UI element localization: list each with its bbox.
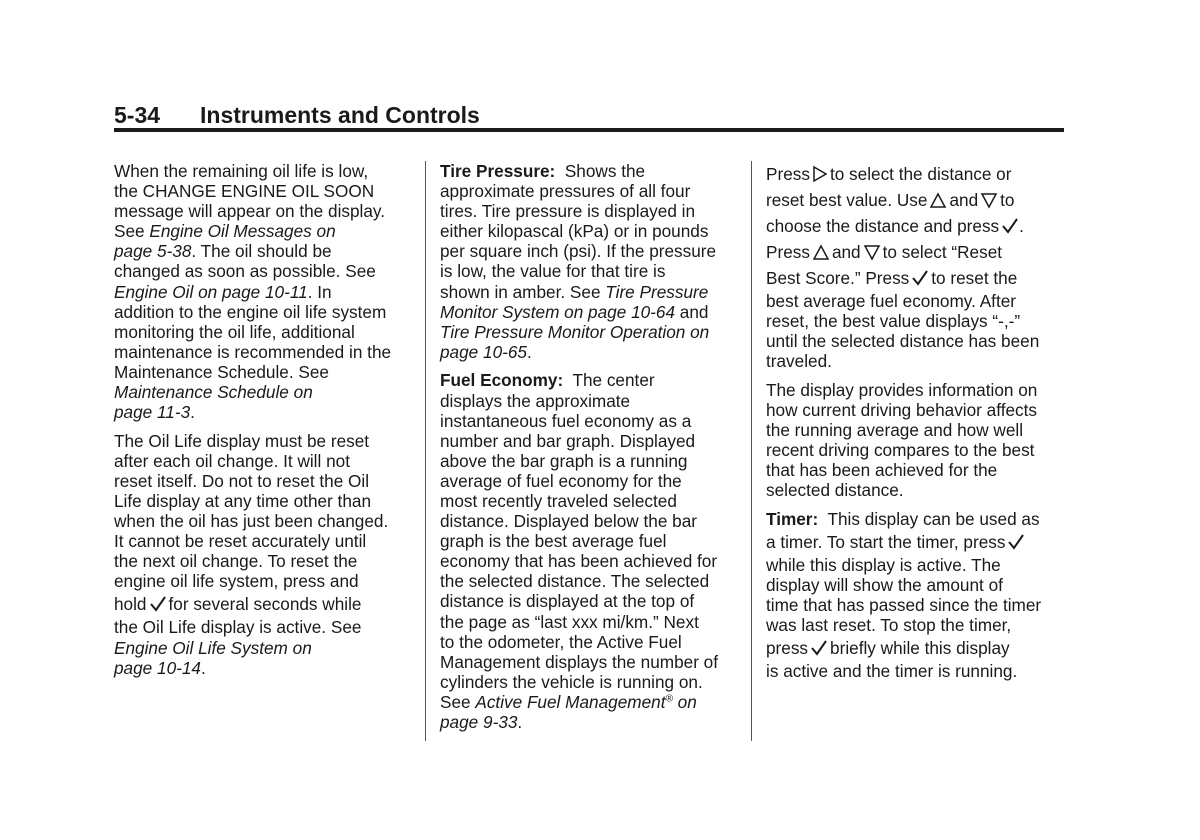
text-line <box>440 322 740 342</box>
text-line: engine oil life system, press and <box>114 571 359 592</box>
text-line: to the odometer, the Active Fuel <box>440 631 682 652</box>
text-line: monitoring the oil life, additional <box>114 321 355 342</box>
text-line: It cannot be reset accurately until <box>114 531 367 552</box>
down-triangle-icon <box>980 192 998 209</box>
text-line: while this display is active. The <box>766 555 1001 576</box>
text-line: page 9-33. <box>440 712 523 733</box>
page-number: 5-34 <box>114 102 161 128</box>
text-line: reset, the best value displays “-,-” <box>766 311 1021 332</box>
text-line: The Oil Life display must be reset <box>114 430 370 451</box>
best-value-paragraph <box>766 161 1066 371</box>
text-line: Management displays the number of <box>440 651 719 672</box>
text-line: time that has passed since the timer <box>766 595 1042 616</box>
down-triangle-icon <box>863 244 881 261</box>
text-line: reset itself. Do not to reset the Oil <box>114 470 370 491</box>
text-line: Maintenance Schedule. See <box>114 361 329 382</box>
text-line: Monitor System on page 10-64 and <box>440 301 709 322</box>
text-line: the running average and how well <box>766 420 1024 441</box>
cross-reference: Engine Oil Life System on <box>114 637 312 658</box>
text-line: Press to select the distance or <box>766 164 1012 184</box>
column-3 <box>766 161 1066 690</box>
text-line: Engine Oil on page 10-11. In <box>114 281 332 302</box>
text-line: average of fuel economy for the <box>440 470 682 491</box>
text-line: approximate pressures of all four <box>440 181 691 202</box>
text-line: shown in amber. See Tire Pressure <box>440 281 709 302</box>
text-line: Tire Pressure: Shows the <box>440 161 646 181</box>
text-line: is low, the value for that tire is <box>440 261 666 282</box>
text-line: displays the approximate <box>440 390 631 411</box>
text-line: graph is the best average fuel <box>440 531 667 552</box>
text-line: Life display at any time other than <box>114 491 372 511</box>
run-in-heading: Timer: <box>766 508 819 529</box>
run-in-heading: Fuel Economy: <box>440 370 564 391</box>
text-line: best average fuel economy. After <box>766 291 1016 311</box>
section-title: Instruments and Controls <box>200 102 480 128</box>
text-line: a timer. To start the timer, press <box>766 529 1066 555</box>
cross-reference: page 5-38 <box>114 241 192 262</box>
cross-reference: Active Fuel Management® on <box>475 691 697 712</box>
text-line <box>114 382 414 402</box>
text-line: page 10-14. <box>114 657 206 678</box>
up-triangle-icon <box>812 244 830 261</box>
cross-reference: Tire Pressure Monitor Operation on <box>440 321 710 342</box>
text-line: was last reset. To stop the timer, <box>766 615 1012 636</box>
text-line: the Oil Life display is active. See <box>114 617 362 638</box>
text-line: above the bar graph is a running <box>440 450 688 471</box>
checkmark-icon <box>911 269 929 287</box>
cross-reference: Engine Oil on page 10-11 <box>114 281 308 302</box>
fuel-economy-paragraph <box>440 370 740 732</box>
checkmark-icon <box>149 595 167 613</box>
column-2 <box>440 161 740 741</box>
text-line: how current driving behavior affects <box>766 399 1038 420</box>
cross-reference: page 11-3 <box>114 402 191 423</box>
text-line: economy that has been achieved for <box>440 551 718 572</box>
text-line: changed as soon as possible. See <box>114 261 376 282</box>
cross-reference: Tire Pressure <box>605 281 709 302</box>
cross-reference: Monitor System on page 10-64 <box>440 301 676 322</box>
text-line: distance. Displayed below the bar <box>440 511 698 532</box>
text-line: When the remaining oil life is low, <box>114 161 369 181</box>
checkmark-icon <box>1001 217 1019 235</box>
text-line: reset best value. Use and to <box>766 190 1015 210</box>
text-line <box>114 638 414 658</box>
text-line: the page as “last xxx mi/km.” Next <box>440 611 699 632</box>
text-line: page 11-3. <box>114 402 195 423</box>
text-line: cylinders the vehicle is running on. <box>440 671 703 692</box>
text-line: Fuel Economy: The center <box>440 370 655 391</box>
timer-paragraph <box>766 509 1066 682</box>
text-line: addition to the engine oil life system <box>114 301 387 322</box>
column-divider <box>425 161 426 741</box>
text-line: number and bar graph. Displayed <box>440 430 696 451</box>
cross-reference: page 10-65 <box>440 341 527 362</box>
text-line: Timer: This display can be used as <box>766 508 1040 529</box>
text-line: either kilopascal (kPa) or in pounds <box>440 221 709 242</box>
text-line: distance is displayed at the top of <box>440 591 695 612</box>
text-line: instantaneous fuel economy as a <box>440 410 692 431</box>
column-divider <box>751 161 752 741</box>
header-rule <box>114 128 1064 132</box>
cross-reference: Maintenance Schedule on <box>114 382 313 403</box>
text-line: maintenance is recommended in the <box>114 341 392 362</box>
text-line: the CHANGE ENGINE OIL SOON <box>114 181 375 202</box>
text-line: per square inch (psi). If the pressure <box>440 241 717 262</box>
tire-pressure-paragraph <box>440 161 740 362</box>
text-line: choose the distance and press . <box>766 216 1024 236</box>
text-line: press briefly while this display <box>766 638 1010 659</box>
page-header <box>114 100 1064 130</box>
display-info-paragraph <box>766 380 1066 501</box>
text-line: message will appear on the display. <box>114 201 386 222</box>
text-line: recent driving compares to the best <box>766 440 1035 461</box>
checkmark-icon <box>810 639 828 657</box>
text-line: See Engine Oil Messages on <box>114 221 336 242</box>
text-line: See Active Fuel Management® on <box>440 691 697 712</box>
text-line: most recently traveled selected <box>440 491 677 511</box>
up-triangle-icon <box>929 192 947 209</box>
checkmark-icon <box>1007 533 1025 551</box>
text-line: page 5-38. The oil should be <box>114 241 332 262</box>
right-triangle-icon <box>812 165 828 183</box>
text-line: when the oil has just been changed. <box>114 511 389 532</box>
text-line: Best Score.” Press to reset the <box>766 268 1018 288</box>
oil-life-low-paragraph <box>114 161 414 422</box>
text-line: hold for several seconds while <box>114 594 362 615</box>
text-line: page 10-65. <box>440 341 532 362</box>
cross-reference: Engine Oil Messages on <box>149 221 336 242</box>
oil-life-reset-paragraph <box>114 431 414 678</box>
run-in-heading: Tire Pressure: <box>440 161 556 181</box>
text-line: Press and to select “Reset <box>766 242 1003 262</box>
text-line: The display provides information on <box>766 379 1038 400</box>
text-line: that has been achieved for the <box>766 460 998 481</box>
column-1 <box>114 161 414 686</box>
text-line: is active and the timer is running. <box>766 661 1018 682</box>
text-line: traveled. <box>766 351 832 372</box>
text-line: the selected distance. The selected <box>440 571 710 592</box>
cross-reference: page 9-33 <box>440 712 518 733</box>
text-line: tires. Tire pressure is displayed in <box>440 201 696 222</box>
text-line: until the selected distance has been <box>766 331 1040 352</box>
text-line: display will show the amount of <box>766 575 1003 596</box>
text-line: selected distance. <box>766 480 904 501</box>
cross-reference: page 10-14 <box>114 657 201 678</box>
text-line: the next oil change. To reset the <box>114 551 358 572</box>
text-line: after each oil change. It will not <box>114 450 350 471</box>
